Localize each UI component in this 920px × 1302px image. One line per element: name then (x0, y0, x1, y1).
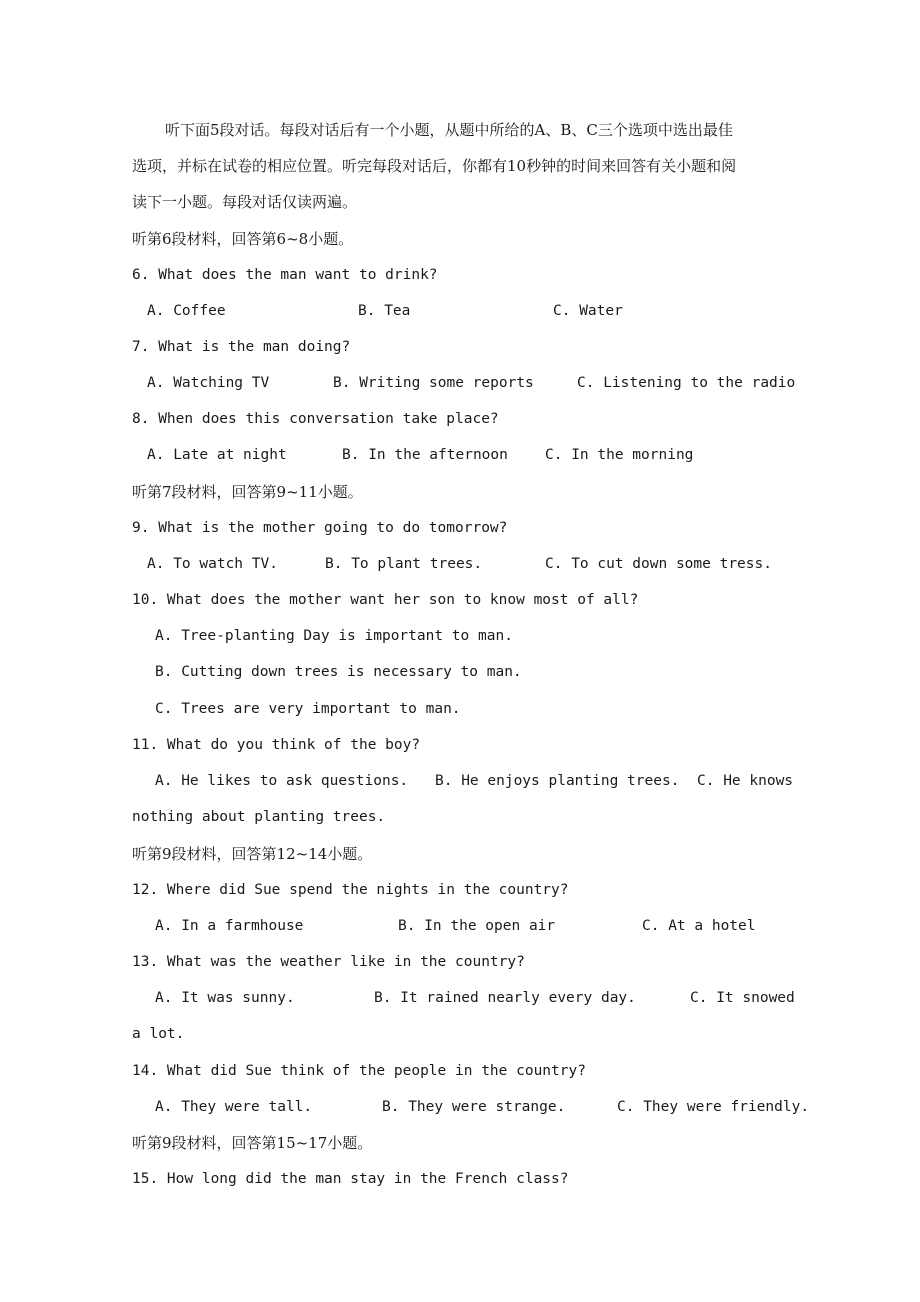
question-8-option-a: A. Late at night (147, 447, 287, 463)
question-10-option-a: A. Tree-planting Day is important to man. (155, 628, 513, 644)
question-7-option-a: A. Watching TV (147, 375, 270, 391)
question-10-option-b: B. Cutting down trees is necessary to man. (155, 664, 522, 680)
question-9-stem: 9. What is the mother going to do tomorrow? (132, 520, 508, 536)
intro-line-1: 听下面5段对话。每段对话后有一个小题，从题中所给的A、B、C三个选项中选出最佳 (165, 121, 733, 139)
question-12-option-c: C. At a hotel (642, 918, 756, 934)
question-14-option-c: C. They were friendly. (617, 1099, 810, 1115)
question-11-option-a: A. He likes to ask questions. (155, 773, 409, 789)
question-14-option-b: B. They were strange. (382, 1099, 566, 1115)
question-13-option-c-continued: a lot. (132, 1026, 185, 1042)
question-9-option-b: B. To plant trees. (325, 556, 483, 572)
question-15-stem: 15. How long did the man stay in the French class? (132, 1171, 569, 1187)
question-7-option-b: B. Writing some reports (333, 375, 534, 391)
question-8-option-c: C. In the morning (545, 447, 694, 463)
question-9-option-c: C. To cut down some tress. (545, 556, 772, 572)
section-heading-9a: 听第9段材料，回答第12~14小题。 (132, 845, 373, 863)
question-7-stem: 7. What is the man doing? (132, 339, 351, 355)
question-11-option-c: C. He knows (697, 773, 794, 789)
question-7-option-c: C. Listening to the radio (577, 375, 796, 391)
section-heading-7: 听第7段材料，回答第9~11小题。 (132, 483, 363, 501)
intro-line-2: 选项，并标在试卷的相应位置。听完每段对话后，你都有10秒钟的时间来回答有关小题和阅 (132, 157, 737, 175)
question-6-option-a: A. Coffee (147, 303, 226, 319)
question-14-option-a: A. They were tall. (155, 1099, 313, 1115)
question-10-option-c: C. Trees are very important to man. (155, 701, 461, 717)
question-8-option-b: B. In the afternoon (342, 447, 508, 463)
question-10-stem: 10. What does the mother want her son to know most of all? (132, 592, 639, 608)
section-heading-6: 听第6段材料，回答第6~8小题。 (132, 230, 354, 248)
question-12-option-b: B. In the open air (398, 918, 556, 934)
intro-line-3: 读下一小题。每段对话仅读两遍。 (132, 193, 358, 211)
question-6-option-b: B. Tea (358, 303, 411, 319)
question-6-option-c: C. Water (553, 303, 623, 319)
question-9-option-a: A. To watch TV. (147, 556, 278, 572)
question-11-option-c-continued: nothing about planting trees. (132, 809, 386, 825)
question-6-stem: 6. What does the man want to drink? (132, 267, 438, 283)
section-heading-9b: 听第9段材料，回答第15~17小题。 (132, 1134, 373, 1152)
question-13-option-a: A. It was sunny. (155, 990, 295, 1006)
question-13-stem: 13. What was the weather like in the country? (132, 954, 525, 970)
question-8-stem: 8. When does this conversation take place? (132, 411, 499, 427)
question-14-stem: 14. What did Sue think of the people in the country? (132, 1063, 586, 1079)
question-13-option-c: C. It snowed (690, 990, 795, 1006)
question-11-option-b: B. He enjoys planting trees. (435, 773, 680, 789)
question-11-stem: 11. What do you think of the boy? (132, 737, 421, 753)
question-12-option-a: A. In a farmhouse (155, 918, 304, 934)
question-13-option-b: B. It rained nearly every day. (374, 990, 636, 1006)
question-12-stem: 12. Where did Sue spend the nights in the country? (132, 882, 569, 898)
